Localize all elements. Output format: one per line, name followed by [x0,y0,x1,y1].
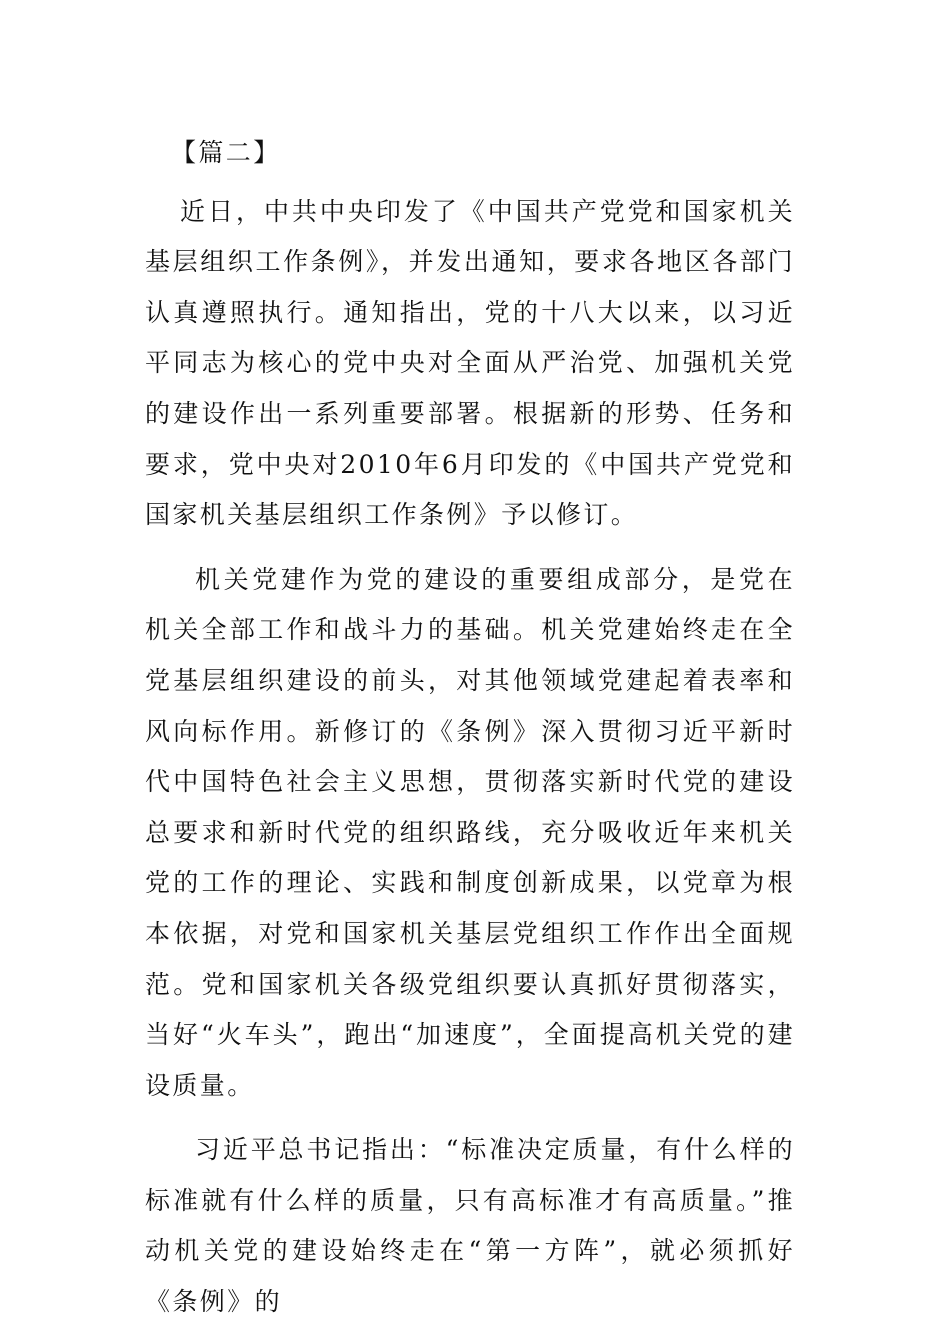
paragraph-2: 机关党建作为党的建设的重要组成部分，是党在机关全部工作和战斗力的基础。机关党建始终走在全党基层组织建设的前头，对其他领域党建起着表率和风向标作用。新修订的《条例》深入贯彻习近平新时代中国特色社会主义思想，贯彻落实新时代党的建设总要求和新时代党的组织路线，充分吸收近年来机关党的工作的理论、实践和制度创新成果，以党章为根本依据，对党和国家机关基层党组织工作作出全面规范。党和国家机关各级党组织要认真抓好贯彻落实，当好“火车头”，跑出“加速度”，全面提高机关党的建设质量。 [145,564,795,1100]
paragraph-3: 习近平总书记指出：“标准决定质量，有什么样的标准就有什么样的质量，只有高标准才有高质量。”推动机关党的建设始终走在“第一方阵”，就必须抓好《条例》的 [145,1135,795,1317]
section-heading: 【篇二】 [171,138,281,167]
paragraph-1: 近日，中共中央印发了《中国共产党党和国家机关基层组织工作条例》，并发出通知，要求各地区各部门认真遵照执行。通知指出，党的十八大以来，以习近平同志为核心的党中央对全面从严治党、加强机关党的建设作出一系列重要部署。根据新的形势、任务和要求，党中央对2010年6月印发的《中国共产党党和国家机关基层组织工作条例》予以修订。 [145,196,795,530]
document-body [145,128,795,1342]
